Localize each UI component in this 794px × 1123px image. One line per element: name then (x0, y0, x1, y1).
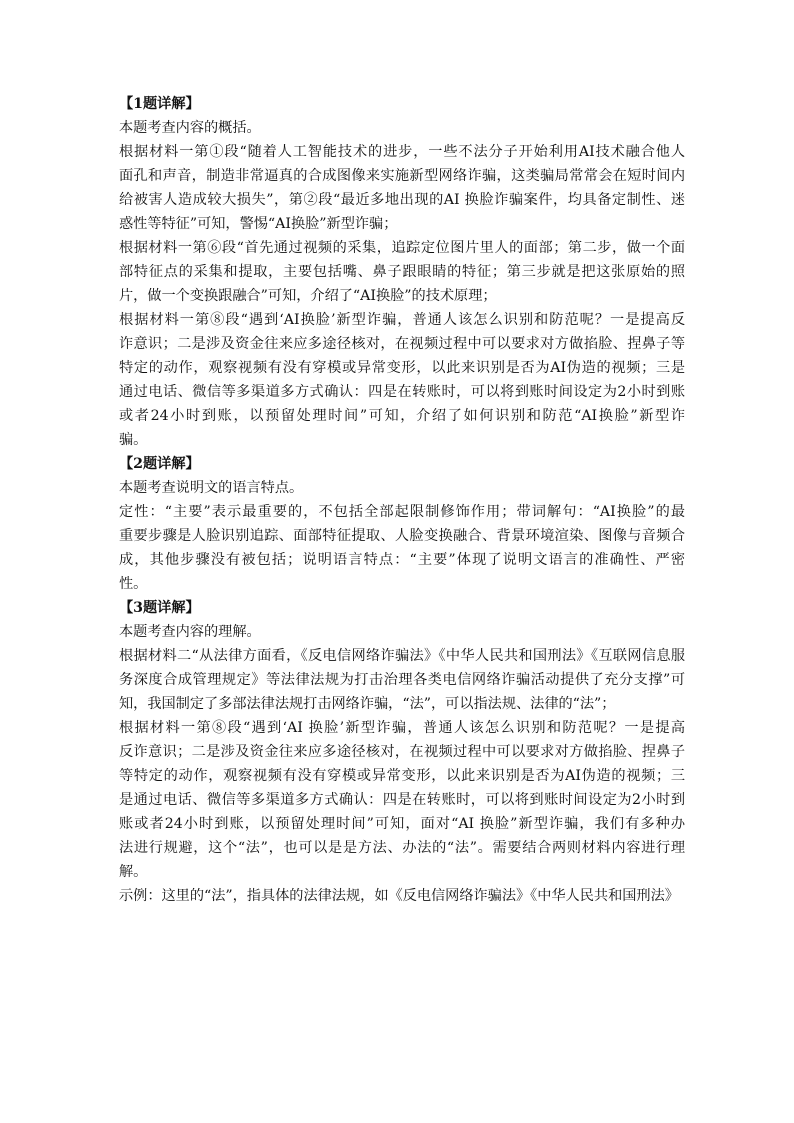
text-line: 根据材料一第①段“随着人工智能技术的进步，一些不法分子开始利用AI技术融合他人 (119, 144, 685, 160)
text-line: 或者24小时到账，以预留处理时间”可知，介绍了如何识别和防范“AI换脸”新型诈 (119, 408, 685, 424)
text-line: 账或者24小时到账，以预留处理时间”可知，面对“AI 换脸”新型诈骗，我们有多种办 (119, 816, 685, 832)
text-line: 根据材料一第⑥段“首先通过视频的采集，追踪定位图片里人的面部；第二步，做一个面 (119, 240, 685, 256)
text-line: 反诈意识；二是涉及资金往来应多途径核对，在视频过程中可以要求对方做掐脸、捏鼻子 (119, 744, 685, 760)
text-line: 特定的动作，观察视频有没有穿模或异常变形，以此来识别是否为AI伪造的视频；三是 (119, 360, 685, 376)
text-line: 根据材料一第⑧段“遇到‘AI换脸’新型诈骗，普通人该怎么识别和防范呢？一是提高反 (119, 312, 685, 328)
text-line: 本题考查内容的概括。 (119, 120, 261, 136)
text-line: 面孔和声音，制造非常逼真的合成图像来实施新型网络诈骗，这类骗局常常会在短时间内 (119, 168, 685, 184)
text-line: 本题考查说明文的语言特点。 (119, 480, 304, 496)
text-line: 务深度合成管理规定》等法律法规为打击治理各类电信网络诈骗活动提供了充分支撑”可 (119, 672, 685, 688)
text-line: 部特征点的采集和提取，主要包括嘴、鼻子跟眼睛的特征；第三步就是把这张原始的照 (119, 264, 685, 280)
text-line: 解。 (119, 864, 148, 880)
text-line: 惑性等特征”可知，警惕“AI换脸”新型诈骗； (119, 216, 398, 232)
section-heading-q1: 【1题详解】 (119, 96, 200, 112)
text-line: 给被害人造成较大损失”，第②段“最近多地出现的AI 换脸诈骗案件，均具备定制性、迷 (119, 192, 685, 208)
text-line: 定性：“主要”表示最重要的，不包括全部起限制修饰作用；带词解句：“AI换脸”的最 (119, 504, 685, 520)
text-line: 法进行规避，这个“法”，也可以是是方法、办法的“法”。需要结合两则材料内容进行理 (119, 840, 685, 856)
text-line: 等特定的动作，观察视频有没有穿模或异常变形，以此来识别是否为AI伪造的视频；三 (119, 768, 685, 784)
text-line: 知，我国制定了多部法律法规打击网络诈骗，“法”，可以指法规、法律的“法”； (119, 696, 616, 712)
text-line: 本题考查内容的理解。 (119, 624, 261, 640)
text-line: 诈意识；二是涉及资金往来应多途径核对，在视频过程中可以要求对方做掐脸、捏鼻子等 (119, 336, 685, 352)
text-line: 成，其他步骤没有被包括；说明语言特点：“主要”体现了说明文语言的准确性、严密 (119, 552, 685, 568)
text-line: 根据材料二“从法律方面看，《反电信网络诈骗法》《中华人民共和国刑法》《互联网信息服 (119, 648, 685, 664)
text-line: 性。 (119, 576, 148, 592)
document-page (119, 92, 685, 908)
text-line: 重要步骤是人脸识别追踪、面部特征提取、人脸变换融合、背景环境渲染、图像与音频合 (119, 528, 685, 544)
section-heading-q2: 【2题详解】 (119, 456, 200, 472)
text-line: 片，做一个变换跟融合”可知，介绍了“AI换脸”的技术原理； (119, 288, 497, 304)
text-line: 通过电话、微信等多渠道多方式确认：四是在转账时，可以将到账时间设定为2小时到账 (119, 384, 685, 400)
text-line: 是通过电话、微信等多渠道多方式确认：四是在转账时，可以将到账时间设定为2小时到 (119, 792, 685, 808)
text-line: 根据材料一第⑧段“遇到‘AI 换脸’新型诈骗，普通人该怎么识别和防范呢？一是提高 (119, 720, 685, 736)
text-line: 示例：这里的“法”，指具体的法律法规，如《反电信网络诈骗法》《中华人民共和国刑法》 (119, 888, 679, 904)
text-line: 骗。 (119, 432, 148, 448)
section-heading-q3: 【3题详解】 (119, 600, 200, 616)
